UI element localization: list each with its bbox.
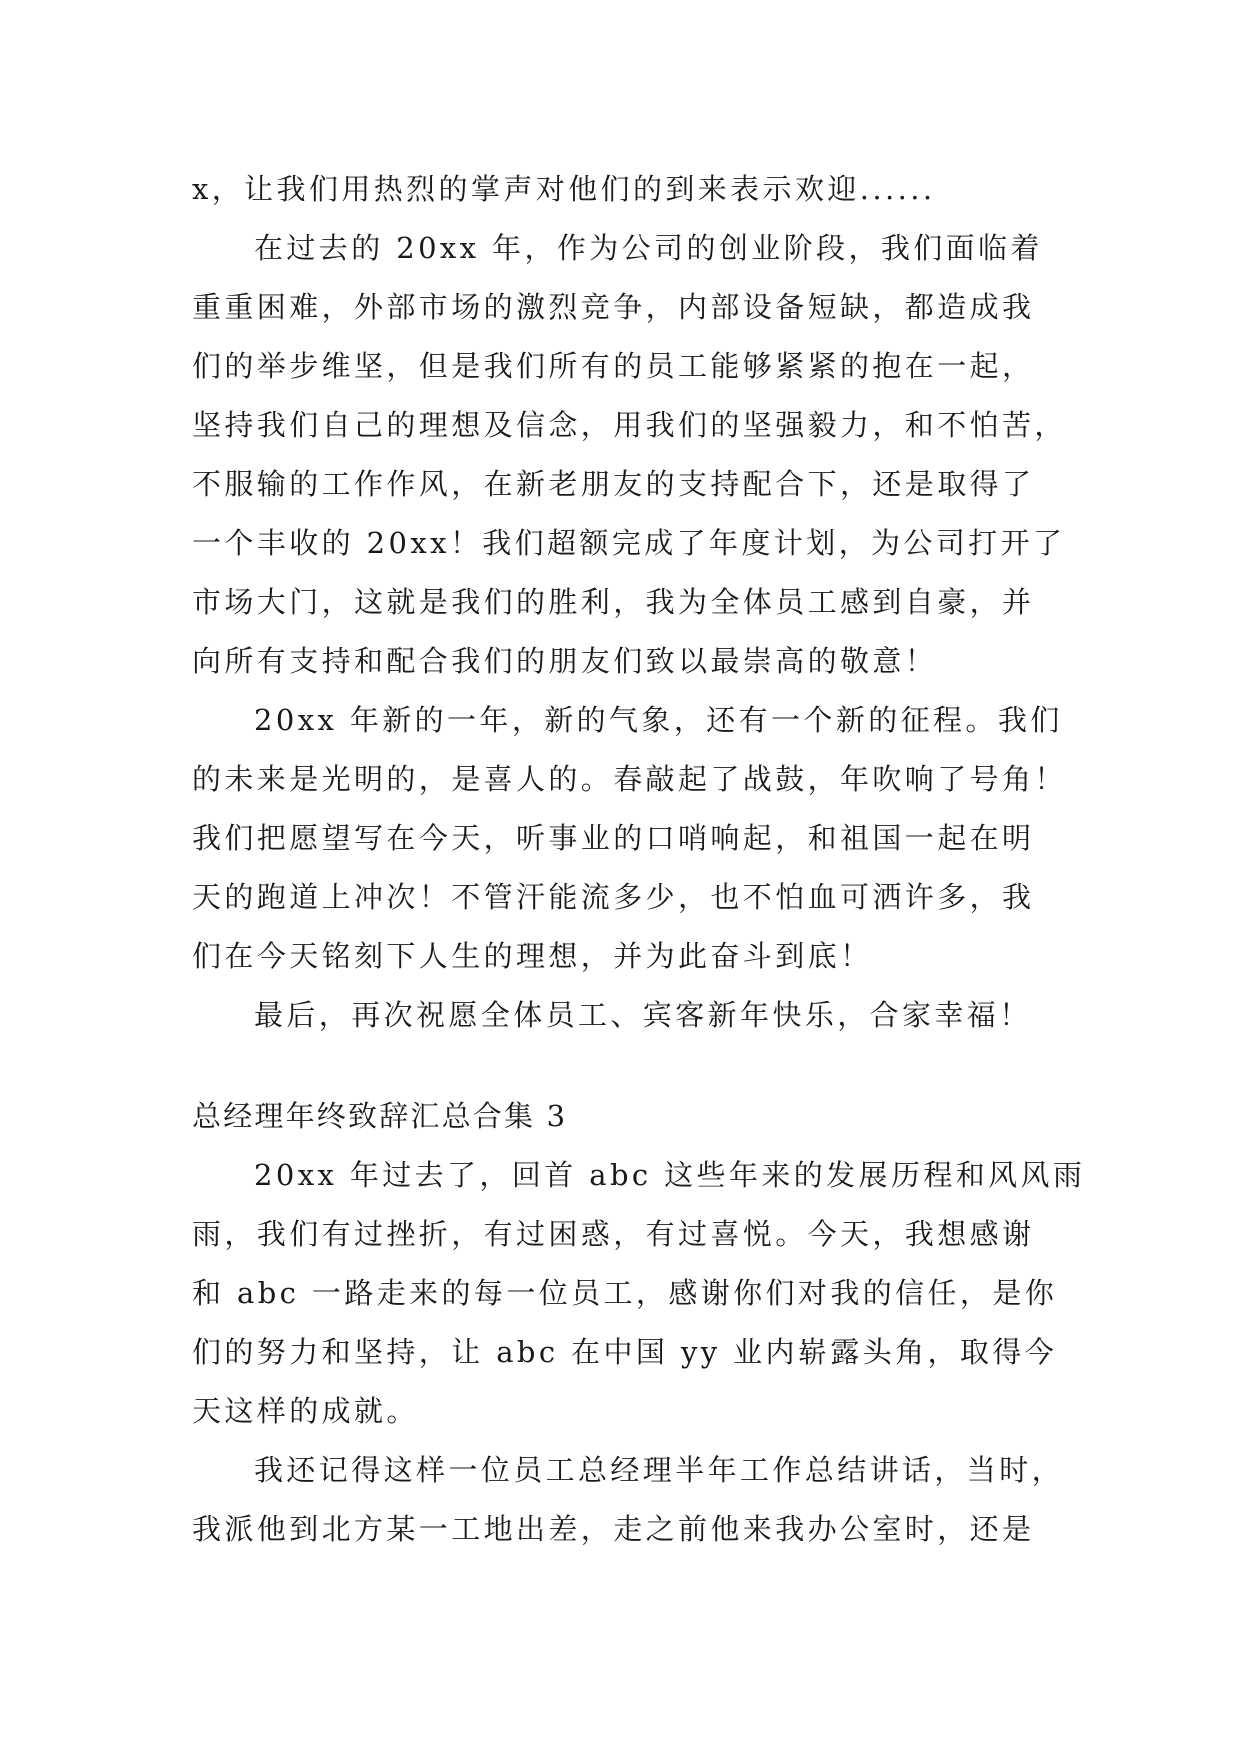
text-line: 一个丰收的 20xx！我们超额完成了年度计划，为公司打开了 [192, 526, 1066, 560]
text-line: 不服输的工作作风，在新老朋友的支持配合下，还是取得了 [192, 467, 1035, 501]
text-line: 们在今天铭刻下人生的理想，并为此奋斗到底！ [192, 939, 873, 973]
text-line: 最后，再次祝愿全体员工、宾客新年快乐，合家幸福！ [254, 998, 1032, 1032]
paragraph-closing-wishes [192, 986, 1062, 1045]
text-line: 重重困难，外部市场的激烈竞争，内部设备短缺，都造成我 [192, 290, 1035, 324]
text-line: 们的努力和坚持，让 abc 在中国 yy 业内崭露头角，取得今 [192, 1335, 1058, 1369]
section-gap [192, 1045, 1062, 1087]
text-line: 我派他到北方某一工地出差，走之前他来我办公室时，还是 [192, 1512, 1035, 1546]
paragraph-new-year [192, 691, 1067, 986]
text-line: 20xx 年新的一年，新的气象，还有一个新的征程。我们 [254, 703, 1063, 737]
text-line: 雨，我们有过挫折，有过困惑，有过喜悦。今天，我想感谢 [192, 1217, 1035, 1251]
document-page [192, 160, 1086, 1559]
text-line: 市场大门，这就是我们的胜利，我为全体员工感到自豪，并 [192, 585, 1035, 619]
text-line: 在过去的 20xx 年，作为公司的创业阶段，我们面临着 [254, 231, 1043, 265]
text-line: 天这样的成就。 [192, 1394, 419, 1428]
text-line: 我们把愿望写在今天，听事业的口哨响起，和祖国一起在明 [192, 821, 1035, 855]
text-line: 的未来是光明的，是喜人的。春敲起了战鼓，年吹响了号角！ [192, 762, 1067, 796]
text-line: 向所有支持和配合我们的朋友们致以最崇高的敬意！ [192, 644, 938, 678]
text-line: 20xx 年过去了，回首 abc 这些年来的发展历程和风风雨 [254, 1158, 1086, 1192]
text-line: 坚持我们自己的理想及信念，用我们的坚强毅力，和不怕苦， [192, 408, 1067, 442]
text-line: 天的跑道上冲次！不管汗能流多少，也不怕血可洒许多，我 [192, 880, 1035, 914]
paragraph-abc-review [192, 1146, 1086, 1441]
paragraph-employee-story [192, 1441, 1065, 1559]
text-line: 和 abc 一路走来的每一位员工，感谢你们对我的信任，是你 [192, 1276, 1058, 1310]
section-title: 总经理年终致辞汇总合集 3 [192, 1099, 568, 1133]
text-line: x，让我们用热烈的掌声对他们的到来表示欢迎...... [192, 172, 936, 206]
paragraph-past-year [192, 219, 1067, 691]
text-line: 我还记得这样一位员工总经理半年工作总结讲话，当时， [254, 1453, 1065, 1487]
text-line: 们的举步维坚，但是我们所有的员工能够紧紧的抱在一起， [192, 349, 1035, 383]
